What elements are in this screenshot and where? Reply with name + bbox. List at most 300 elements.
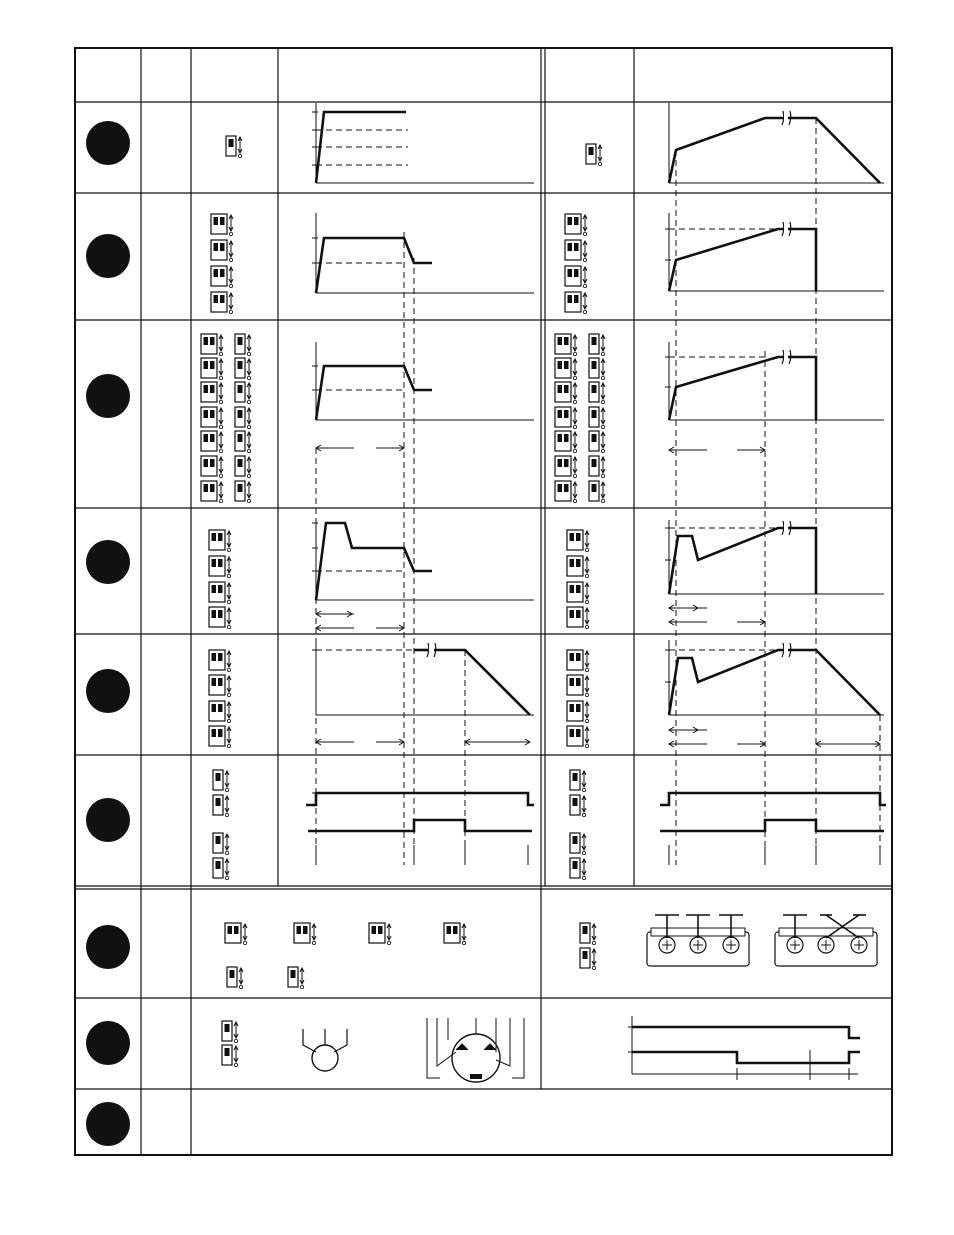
switch-body: [555, 481, 571, 501]
switch-lever: [592, 410, 597, 418]
switch-dot: [247, 376, 250, 379]
switch-dot: [583, 232, 586, 235]
switch-dot: [601, 352, 604, 355]
signal-trace: [669, 528, 786, 594]
switch-dot: [462, 941, 465, 944]
switch-dot: [583, 258, 586, 261]
switch-dot: [601, 449, 604, 452]
switch-body: [567, 726, 583, 746]
switch-body: [209, 582, 225, 602]
switch-lever: [212, 729, 217, 737]
switch-body: [555, 431, 571, 451]
switch-dot: [573, 425, 576, 428]
dip-switch-single-icon: [589, 481, 605, 503]
dip-switch-single-icon: [580, 948, 596, 970]
terminal-block-crossed: [775, 928, 877, 966]
dip-switch-single-icon: [570, 833, 586, 855]
switch-lever: [238, 385, 243, 393]
dip-switch-double-icon: [294, 923, 316, 945]
switch-dot: [583, 310, 586, 313]
switch-lever: [570, 585, 575, 593]
switch-lever: [214, 217, 219, 225]
switch-dot: [601, 376, 604, 379]
switch-body: [567, 556, 583, 576]
switch-lever: [212, 533, 217, 541]
signal-trace: [788, 528, 816, 594]
switch-dot: [573, 499, 576, 502]
switch-lever: [558, 337, 563, 345]
switch-dot: [229, 232, 232, 235]
signal-trace: [788, 357, 816, 420]
switch-lever: [230, 970, 235, 978]
signal-trace: [660, 793, 886, 805]
dip-switch-double-icon: [209, 701, 231, 723]
switch-lever: [564, 385, 569, 393]
switch-dot: [227, 548, 230, 551]
row-marker-disc: [86, 374, 130, 418]
switch-dot: [312, 941, 315, 944]
dip-switch-double-icon: [209, 556, 231, 578]
switch-lever: [291, 970, 296, 978]
signal-trace: [669, 118, 786, 183]
switch-lever: [238, 410, 243, 418]
signal-trace: [316, 238, 432, 293]
switch-lever: [218, 559, 223, 567]
dip-switch-single-icon: [235, 407, 251, 429]
switch-body: [201, 358, 217, 378]
switch-lever: [228, 926, 233, 934]
switch-lever: [216, 773, 221, 781]
dip-switch-double-icon: [565, 266, 587, 288]
terminal-block-rail: [779, 928, 873, 936]
motor-lead: [334, 1029, 347, 1052]
dip-switch-double-icon: [555, 358, 577, 380]
switch-body: [567, 701, 583, 721]
dip-switch-single-icon: [570, 770, 586, 792]
switch-lever: [218, 704, 223, 712]
switch-lever: [210, 484, 215, 492]
switch-dot: [219, 449, 222, 452]
switch-dot: [582, 813, 585, 816]
switch-lever: [216, 836, 221, 844]
dip-switch-single-icon: [589, 334, 605, 356]
switch-dot: [582, 788, 585, 791]
switch-lever: [564, 434, 569, 442]
row-marker-disc: [86, 234, 130, 278]
switch-lever: [574, 269, 579, 277]
switch-dot: [585, 625, 588, 628]
switch-dot: [387, 941, 390, 944]
switch-body: [209, 675, 225, 695]
switch-dot: [585, 668, 588, 671]
switch-dot: [243, 941, 246, 944]
switch-lever: [238, 484, 243, 492]
dip-switch-double-icon: [555, 456, 577, 478]
switch-lever: [210, 434, 215, 442]
switch-dot: [573, 474, 576, 477]
dip-switch-double-icon: [209, 530, 231, 552]
switch-body: [567, 607, 583, 627]
switch-dot: [234, 1039, 237, 1042]
dip-switch-single-icon: [570, 795, 586, 817]
switch-body: [209, 701, 225, 721]
signal-trace: [788, 650, 880, 715]
switch-lever: [573, 798, 578, 806]
switch-lever: [592, 337, 597, 345]
switch-lever: [214, 295, 219, 303]
switch-body: [369, 923, 385, 943]
switch-dot: [601, 400, 604, 403]
signal-trace: [660, 820, 884, 831]
switch-lever: [210, 337, 215, 345]
switch-lever: [447, 926, 452, 934]
switch-dot: [601, 425, 604, 428]
switch-body: [555, 382, 571, 402]
switch-dot: [227, 668, 230, 671]
switch-lever: [234, 926, 239, 934]
switch-lever: [229, 139, 234, 147]
switch-lever: [225, 1048, 230, 1056]
switch-dot: [247, 474, 250, 477]
signal-trace: [434, 650, 530, 715]
switch-lever: [576, 704, 581, 712]
switch-lever: [558, 484, 563, 492]
switch-lever: [372, 926, 377, 934]
switch-lever: [220, 217, 225, 225]
signal-trace: [306, 793, 534, 805]
dip-switch-single-icon: [222, 1045, 238, 1067]
dip-switch-double-icon: [209, 607, 231, 629]
dip-switch-double-icon: [567, 607, 589, 629]
switch-dot: [225, 876, 228, 879]
switch-lever: [570, 704, 575, 712]
switch-dot: [601, 499, 604, 502]
motor-symbol: [312, 1045, 338, 1071]
motor-terminal: [470, 1074, 482, 1079]
switch-lever: [573, 861, 578, 869]
switch-lever: [576, 678, 581, 686]
switch-lever: [570, 653, 575, 661]
switch-lever: [218, 533, 223, 541]
dip-switch-double-icon: [555, 431, 577, 453]
switch-lever: [212, 653, 217, 661]
switch-lever: [378, 926, 383, 934]
dip-switch-double-icon: [565, 292, 587, 314]
switch-dot: [592, 966, 595, 969]
switch-dot: [225, 813, 228, 816]
dip-switch-double-icon: [225, 923, 247, 945]
switch-dot: [239, 985, 242, 988]
switch-dot: [247, 352, 250, 355]
switch-dot: [585, 719, 588, 722]
dip-switch-double-icon: [201, 481, 223, 503]
dip-switch-single-icon: [589, 456, 605, 478]
switch-lever: [576, 653, 581, 661]
switch-body: [211, 266, 227, 286]
table-grid: [75, 48, 892, 1155]
dip-switch-double-icon: [567, 675, 589, 697]
switch-body: [201, 382, 217, 402]
dip-switch-double-icon: [567, 650, 589, 672]
dip-switch-double-icon: [201, 431, 223, 453]
switch-lever: [574, 295, 579, 303]
row-marker-disc: [86, 925, 130, 969]
dip-switch-double-icon: [211, 266, 233, 288]
signal-trace: [632, 1052, 860, 1063]
motor-lead: [512, 1018, 524, 1078]
switch-dot: [573, 376, 576, 379]
switch-lever: [568, 269, 573, 277]
switch-body: [567, 675, 583, 695]
switch-body: [209, 607, 225, 627]
signal-trace: [788, 229, 816, 291]
dip-switch-single-icon: [235, 431, 251, 453]
dip-switch-single-icon: [570, 858, 586, 880]
switch-body: [211, 292, 227, 312]
dip-switch-single-icon: [235, 358, 251, 380]
switch-lever: [218, 585, 223, 593]
switch-body: [555, 334, 571, 354]
signal-trace: [308, 820, 532, 831]
switch-dot: [227, 625, 230, 628]
switch-lever: [225, 1024, 230, 1032]
dip-switch-double-icon: [201, 456, 223, 478]
dip-switch-double-icon: [565, 240, 587, 262]
dip-switch-double-icon: [565, 214, 587, 236]
switch-lever: [216, 798, 221, 806]
signal-trace: [632, 1027, 860, 1038]
switch-lever: [218, 729, 223, 737]
dip-switch-double-icon: [211, 240, 233, 262]
signal-trace: [316, 523, 432, 600]
switch-lever: [238, 434, 243, 442]
dip-switch-double-icon: [567, 582, 589, 604]
switch-lever: [564, 484, 569, 492]
switch-lever: [558, 459, 563, 467]
switch-lever: [204, 410, 209, 418]
switch-lever: [210, 385, 215, 393]
dip-switch-double-icon: [555, 382, 577, 404]
switch-body: [201, 456, 217, 476]
switch-lever: [589, 147, 594, 155]
switch-dot: [225, 788, 228, 791]
switch-lever: [220, 269, 225, 277]
dip-switch-double-icon: [201, 382, 223, 404]
switch-lever: [218, 678, 223, 686]
switch-body: [201, 407, 217, 427]
switch-body: [209, 556, 225, 576]
dip-switch-single-icon: [589, 382, 605, 404]
table-border: [75, 48, 892, 1155]
dip-switch-single-icon: [586, 144, 602, 166]
switch-lever: [204, 459, 209, 467]
switch-lever: [558, 385, 563, 393]
dip-switch-double-icon: [555, 481, 577, 503]
switch-lever: [204, 484, 209, 492]
switch-dot: [227, 600, 230, 603]
switch-dot: [229, 310, 232, 313]
switch-dot: [601, 474, 604, 477]
signal-trace: [669, 650, 786, 715]
switch-dot: [219, 400, 222, 403]
switch-dot: [219, 425, 222, 428]
dip-switch-single-icon: [235, 334, 251, 356]
switch-lever: [573, 773, 578, 781]
switch-lever: [564, 459, 569, 467]
switch-dot: [227, 744, 230, 747]
switch-lever: [218, 653, 223, 661]
switch-body: [294, 923, 310, 943]
switch-body: [567, 530, 583, 550]
dip-switch-single-icon: [235, 382, 251, 404]
switch-lever: [576, 585, 581, 593]
switch-body: [567, 582, 583, 602]
switch-body: [225, 923, 241, 943]
motor-lead: [427, 1018, 440, 1078]
switch-lever: [568, 243, 573, 251]
switch-dot: [582, 851, 585, 854]
switch-body: [209, 726, 225, 746]
switch-lever: [564, 361, 569, 369]
switch-body: [555, 456, 571, 476]
switch-lever: [238, 361, 243, 369]
switch-dot: [229, 258, 232, 261]
switch-lever: [576, 533, 581, 541]
switch-lever: [214, 243, 219, 251]
switch-lever: [212, 585, 217, 593]
switch-lever: [204, 434, 209, 442]
dip-switch-single-icon: [213, 795, 229, 817]
dip-switch-single-icon: [589, 358, 605, 380]
switch-lever: [592, 484, 597, 492]
dip-switch-double-icon: [209, 675, 231, 697]
dip-switch-double-icon: [209, 726, 231, 748]
switch-lever: [210, 410, 215, 418]
switch-lever: [297, 926, 302, 934]
switch-dot: [582, 876, 585, 879]
dip-switch-single-icon: [589, 407, 605, 429]
dip-switch-single-icon: [580, 923, 596, 945]
switch-body: [209, 530, 225, 550]
switch-lever: [564, 410, 569, 418]
switch-dot: [247, 499, 250, 502]
dip-switch-single-icon: [213, 858, 229, 880]
switch-lever: [210, 459, 215, 467]
dip-switch-single-icon: [227, 967, 243, 989]
dip-switch-double-icon: [567, 556, 589, 578]
switch-dot: [585, 548, 588, 551]
switch-lever: [204, 361, 209, 369]
motor-lead: [303, 1029, 316, 1052]
switch-dot: [225, 851, 228, 854]
signal-trace: [316, 366, 432, 420]
switch-dot: [585, 600, 588, 603]
switch-dot: [219, 499, 222, 502]
switch-lever: [568, 217, 573, 225]
switch-dot: [229, 284, 232, 287]
switch-lever: [212, 678, 217, 686]
switch-dot: [247, 425, 250, 428]
switch-lever: [238, 459, 243, 467]
timing-graphs: [306, 103, 886, 1052]
switch-lever: [570, 610, 575, 618]
switch-dot: [234, 1063, 237, 1066]
switch-lever: [583, 951, 588, 959]
switch-lever: [212, 559, 217, 567]
dip-switch-double-icon: [209, 582, 231, 604]
switch-lever: [218, 610, 223, 618]
switch-dot: [227, 719, 230, 722]
switch-dot: [585, 744, 588, 747]
switch-dot: [219, 376, 222, 379]
switch-dot: [592, 941, 595, 944]
switch-lever: [570, 533, 575, 541]
switch-lever: [303, 926, 308, 934]
dip-switch-single-icon: [222, 1021, 238, 1043]
row-marker-disc: [86, 1021, 130, 1065]
dip-switch-single-icon: [589, 431, 605, 453]
switch-lever: [570, 729, 575, 737]
switch-body: [211, 214, 227, 234]
switch-body: [555, 407, 571, 427]
switch-lever: [592, 434, 597, 442]
switch-lever: [576, 610, 581, 618]
switch-lever: [204, 337, 209, 345]
switch-body: [444, 923, 460, 943]
dip-switch-double-icon: [567, 701, 589, 723]
switch-body: [565, 266, 581, 286]
switch-lever: [592, 385, 597, 393]
switch-lever: [453, 926, 458, 934]
signal-trace: [788, 118, 880, 183]
switch-body: [565, 292, 581, 312]
switch-lever: [212, 704, 217, 712]
dip-switch-double-icon: [201, 334, 223, 356]
switch-lever: [216, 861, 221, 869]
switch-dot: [585, 693, 588, 696]
switch-lever: [212, 610, 217, 618]
dip-switch-double-icon: [555, 407, 577, 429]
switch-lever: [558, 434, 563, 442]
switch-dot: [227, 574, 230, 577]
switch-lever: [576, 559, 581, 567]
switch-dot: [585, 574, 588, 577]
dip-switch-double-icon: [211, 214, 233, 236]
switch-lever: [220, 295, 225, 303]
dip-switch-double-icon: [567, 726, 589, 748]
switch-body: [209, 650, 225, 670]
switch-body: [201, 431, 217, 451]
switch-dot: [219, 352, 222, 355]
switch-lever: [576, 729, 581, 737]
switch-lever: [574, 217, 579, 225]
switch-lever: [570, 678, 575, 686]
switch-body: [565, 214, 581, 234]
switch-dot: [583, 284, 586, 287]
row-marker-disc: [86, 540, 130, 584]
switch-lever: [570, 559, 575, 567]
switch-dot: [238, 154, 241, 157]
switch-lever: [592, 361, 597, 369]
switch-body: [565, 240, 581, 260]
dip-switch-double-icon: [211, 292, 233, 314]
switch-dot: [573, 449, 576, 452]
switch-lever: [574, 243, 579, 251]
switch-dot: [300, 985, 303, 988]
row-marker-disc: [86, 798, 130, 842]
row-marker-disc: [86, 121, 130, 165]
switch-lever: [238, 337, 243, 345]
